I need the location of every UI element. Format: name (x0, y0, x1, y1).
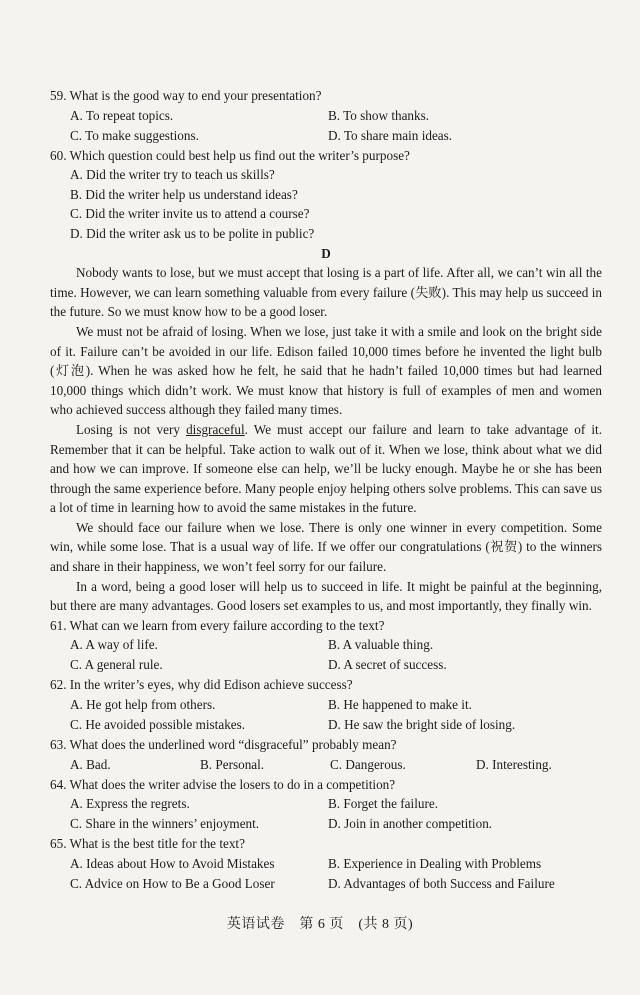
option-63-a: A. Bad. (70, 756, 111, 772)
question-62-options-row-2 (70, 715, 602, 735)
page-footer: 英语试卷 第 6 页 (共 8 页) (226, 917, 414, 932)
passage-paragraph-2: We must not be afraid of losing. When we lose, just take it with a smile and look on the bright side of it. Failure can’t be avoided in our life. Edison failed 10,000 times before he invented the light bulb (灯泡). When he was asked how he felt, he said that he hadn’t failed 10,000 times but had learned 10,000 things which didn’t work. We must know that history is full of examples of men and women who achieved success although they failed many times. (50, 323, 602, 418)
option-63-d: D. Interesting. (476, 756, 552, 772)
question-64-options-row-2 (70, 814, 602, 834)
option-62-b: B. He happened to make it. (328, 697, 472, 713)
question-65-options-row-2 (70, 874, 602, 894)
option-64-d: D. Join in another competition. (328, 816, 493, 832)
option-59-b: B. To show thanks. (328, 107, 430, 123)
question-59-stem: 59. What is the good way to end your presentation? (50, 88, 322, 103)
option-65-b: B. Experience in Dealing with Problems (328, 855, 542, 871)
option-64-a: A. Express the regrets. (70, 796, 190, 812)
option-61-c: C. A general rule. (70, 657, 163, 673)
option-64-c: C. Share in the winners’ enjoyment. (70, 816, 260, 832)
passage-paragraph-5: In a word, being a good loser will help us to succeed in life. It might be painful at the beginning, but there are many advantages. Good losers set examples to us, and most importantly, they finally win. (50, 578, 602, 614)
underlined-word: disgraceful (186, 421, 245, 437)
question-65-options-row-1 (70, 854, 602, 874)
question-65-stem: 65. What is the best title for the text? (50, 836, 245, 852)
option-60-a: A. Did the writer try to teach us skills? (70, 167, 275, 183)
question-59-options-row-2 (70, 126, 602, 146)
option-59-c: C. To make suggestions. (70, 127, 199, 143)
question-61-options-row-1 (70, 635, 602, 655)
passage-paragraph-1: Nobody wants to lose, but we must accept that losing is a part of life. After all, we can’t win all the time. However, we can learn something valuable from every failure (失败). This may help us succeed in the future. So we must know how to be a good loser. (50, 265, 602, 320)
section-label: D (321, 245, 331, 261)
option-65-a: A. Ideas about How to Avoid Mistakes (70, 855, 275, 871)
option-61-d: D. A secret of success. (328, 657, 447, 673)
question-61-options-row-2 (70, 655, 602, 675)
option-62-d: D. He saw the bright side of losing. (328, 717, 516, 733)
option-60-b: B. Did the writer help us understand ideas? (70, 186, 298, 202)
question-64-options-row-1 (70, 794, 602, 814)
option-61-b: B. A valuable thing. (328, 637, 434, 653)
option-59-d: D. To share main ideas. (328, 127, 453, 143)
option-65-d: D. Advantages of both Success and Failure (328, 875, 555, 891)
question-60-stem: 60. Which question could best help us find out the writer’s purpose? (50, 147, 410, 163)
paragraph-3-rest: . We must accept our failure and learn to take advantage of it. Remember that it can be helpful. Take action to walk out of it. When we lose, think about what we did and how we can improve. If someone else can help, we’ll be lucky enough. Maybe he or she has been through the same experience before. Many people enjoy helping others solve problems. This can save us a lot of time in learning how to avoid the same mistakes in the future. (50, 421, 602, 516)
question-62-options-row-1 (70, 695, 602, 715)
question-59-options-row-1 (70, 106, 602, 126)
question-64-stem: 64. What does the writer advise the losers to do in a competition? (50, 776, 396, 792)
option-65-c: C. Advice on How to Be a Good Loser (70, 875, 275, 891)
question-61-stem: 61. What can we learn from every failure according to the text? (50, 617, 385, 633)
paragraph-3-lead: Losing is not very (76, 421, 187, 437)
question-62-stem: 62. In the writer’s eyes, why did Edison achieve success? (50, 677, 353, 693)
passage-paragraph-4: We should face our failure when we lose. There is only one winner in every competition. Some win, while some lose. That is a usual way of life. If we offer our congratulations (祝贺) to the winners and share in their happiness, we won’t feel sorry for our failure. (50, 519, 602, 575)
option-59-a: A. To repeat topics. (70, 107, 174, 123)
question-63-options-row (70, 755, 602, 775)
option-60-c: C. Did the writer invite us to attend a course? (70, 206, 310, 222)
question-63-stem: 63. What does the underlined word “disgraceful” probably mean? (50, 737, 397, 753)
option-64-b: B. Forget the failure. (328, 796, 438, 812)
passage-paragraph-3 (50, 420, 602, 518)
option-61-a: A. A way of life. (70, 637, 158, 653)
option-62-c: C. He avoided possible mistakes. (70, 717, 246, 733)
option-60-d: D. Did the writer ask us to be polite in public? (70, 225, 315, 241)
option-63-b: B. Personal. (200, 756, 265, 772)
option-62-a: A. He got help from others. (70, 697, 216, 713)
option-63-c: C. Dangerous. (330, 756, 406, 772)
